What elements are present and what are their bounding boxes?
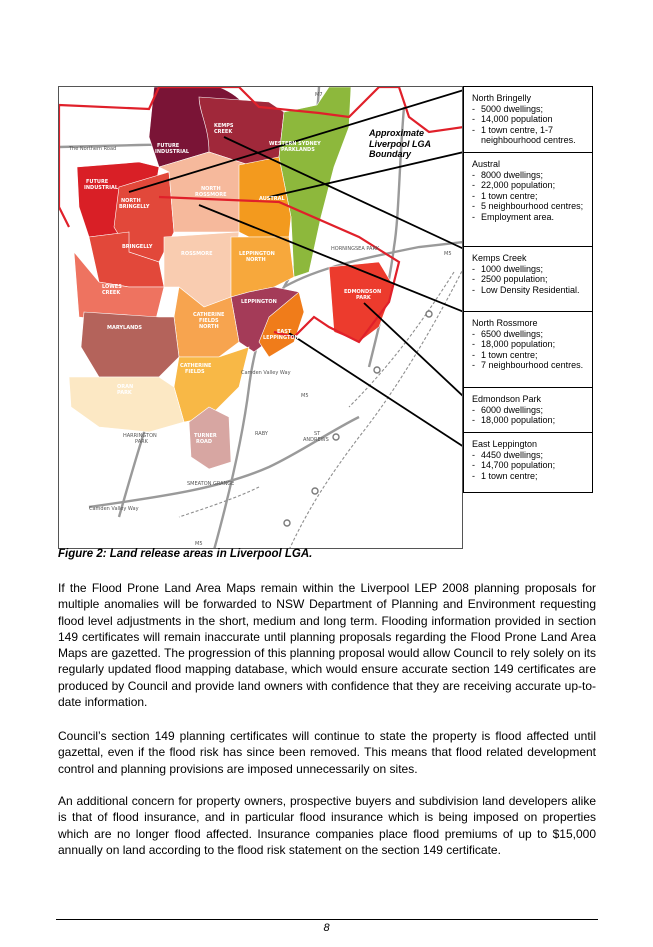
label-catherine-fields: CATHERINE FIELDS: [180, 363, 212, 375]
label-st-andrews: ST ANDREWS: [303, 431, 329, 443]
label-raby: RABY: [255, 431, 268, 437]
label-north-bringelly: NORTH BRINGELLY: [119, 198, 150, 210]
station-2: [374, 367, 380, 373]
label-m5-east: M5: [444, 251, 452, 257]
info-item: - 1 town centre;: [472, 471, 588, 482]
label-marylands: MARYLANDS: [107, 325, 143, 331]
station-5: [284, 520, 290, 526]
label-kemps-creek: KEMPS CREEK: [214, 123, 234, 135]
label-rossmore: ROSSMORE: [181, 251, 213, 257]
info-item: - 8000 dwellings;: [472, 170, 588, 181]
label-northern-road: The Northern Road: [69, 146, 117, 152]
info-item: - 4450 dwellings;: [472, 450, 588, 461]
label-austral: AUSTRAL: [259, 196, 285, 202]
label-leppington: LEPPINGTON: [241, 299, 277, 305]
info-title: North Bringelly: [472, 93, 532, 103]
info-list: [472, 170, 588, 223]
info-box-austral: [464, 153, 592, 247]
info-box-north-rossmore: [464, 312, 592, 388]
station-4: [312, 488, 318, 494]
info-item: - 1 town centre;: [472, 191, 588, 202]
label-harrington-park: HARRINGTON PARK: [123, 433, 157, 445]
station-3: [333, 434, 339, 440]
info-item: - 7 neighbourhood centres.: [472, 360, 588, 371]
info-item: - 5 neighbourhood centres;: [472, 201, 588, 212]
label-future-industrial-2: FUTURE INDUSTRIAL: [84, 179, 119, 191]
label-oran-park: ORAN PARK: [117, 384, 134, 396]
boundary-label-line-2: Liverpool LGA: [369, 138, 432, 149]
info-box-kemps-creek: [464, 247, 592, 312]
footer-divider: [56, 919, 598, 920]
label-m7: M7: [315, 92, 323, 98]
info-title: Kemps Creek: [472, 253, 527, 263]
info-item: - 14,700 population;: [472, 460, 588, 471]
page-number: 8: [323, 922, 330, 934]
info-list: [472, 450, 588, 482]
info-item: - 5000 dwellings;: [472, 104, 588, 115]
label-leppington-north: LEPPINGTON NORTH: [239, 251, 275, 263]
info-title: Edmondson Park: [472, 394, 542, 404]
label-m5-south: M5: [195, 541, 203, 547]
info-title: East Leppington: [472, 439, 538, 449]
boundary-label-line-3: Boundary: [369, 149, 412, 159]
paragraph-2: Council’s section 149 planning certificates will continue to state the property is flood affected until gazettal, even if the flood risk has since been removed. This means that flood related development control and planning provisions are imposed unnecessarily on sites.: [58, 729, 596, 776]
info-title: North Rossmore: [472, 318, 538, 328]
info-item: - Employment area.: [472, 212, 588, 223]
label-lowes-creek: LOWES CREEK: [102, 284, 122, 296]
info-box-edmondson-park: [464, 388, 592, 433]
paragraph-1: If the Flood Prone Land Area Maps remain within the Liverpool LEP 2008 planning proposals for multiple anomalies will be forwarded to NSW Department of Planning and Environment requesting flood level adjustments in the short, medium and long term. Flooding information provided in section 149 certificates will remain inaccurate until planning proposals regarding the Flood Prone Land Area Maps are gazetted. The progression of this planning proposal would allow Council to rely solely on its regularly updated flood mapping database, which would ensure accurate section 149 certificates are produced by Council and provide land owners with confidence that they are receiving accurate up-to-date information.: [58, 581, 596, 710]
label-horningsea-park: HORNINGSEA PARK: [331, 246, 380, 252]
info-panel: [463, 86, 593, 493]
info-list: [472, 329, 588, 371]
boundary-label-line-1: Approximate: [369, 128, 425, 138]
station-1: [426, 311, 432, 317]
paragraph-3: An additional concern for property owners, prospective buyers and subdivision land developers alike is that of flood insurance, and in particular flood insurance which is being imposed on properties which are no longer flood affected. Insurance companies place flood premiums of up to $15,000 annually on land according to the flood risk statement on the section 149 certificate.: [58, 794, 596, 857]
label-western-sydney-parklands: WESTERN SYDNEY PARKLANDS: [269, 141, 321, 153]
info-item: - 14,000 population: [472, 114, 588, 125]
label-camden-valley-way-1: Camden Valley Way: [241, 370, 291, 376]
info-item: - 2500 population;: [472, 274, 588, 285]
label-bringelly: BRINGELLY: [122, 244, 153, 250]
info-box-north-bringelly: [464, 87, 592, 153]
info-item: - 1 town centre;: [472, 350, 588, 361]
info-list: [472, 104, 588, 146]
info-item: - 6000 dwellings;: [472, 405, 588, 416]
info-item: - Low Density Residential.: [472, 285, 588, 296]
label-camden-valley-way-2: Camden Valley Way: [89, 506, 139, 512]
label-smeaton-grange: SMEATON GRANGE: [187, 481, 235, 487]
info-list: [472, 405, 588, 426]
info-item: - 18,000 population;: [472, 339, 588, 350]
figure-caption: Figure 2: Land release areas in Liverpool LGA.: [58, 548, 313, 560]
label-turner-road: TURNER ROAD: [194, 433, 217, 445]
area-marylands: [81, 312, 179, 377]
lga-boundary-label: [369, 128, 459, 160]
label-future-industrial-1: FUTURE INDUSTRIAL: [155, 143, 190, 155]
info-box-east-leppington: [464, 433, 592, 492]
info-list: [472, 264, 588, 296]
label-m5-mid: M5: [301, 393, 309, 399]
info-item: - 22,000 population;: [472, 180, 588, 191]
label-edmondson-park: EDMONDSON PARK: [344, 289, 382, 301]
info-item: - 6500 dwellings;: [472, 329, 588, 340]
info-item: - 1000 dwellings;: [472, 264, 588, 275]
info-item: - 1 town centre, 1-7 neighbourhood centres.: [472, 125, 588, 146]
label-catherine-fields-north: CATHERINE FIELDS NORTH: [193, 312, 225, 330]
label-east-leppington: EAST LEPPINGTON: [263, 329, 299, 341]
info-title: Austral: [472, 159, 501, 169]
info-item: - 18,000 population;: [472, 415, 588, 426]
label-north-rossmore: NORTH ROSSMORE: [195, 186, 227, 198]
